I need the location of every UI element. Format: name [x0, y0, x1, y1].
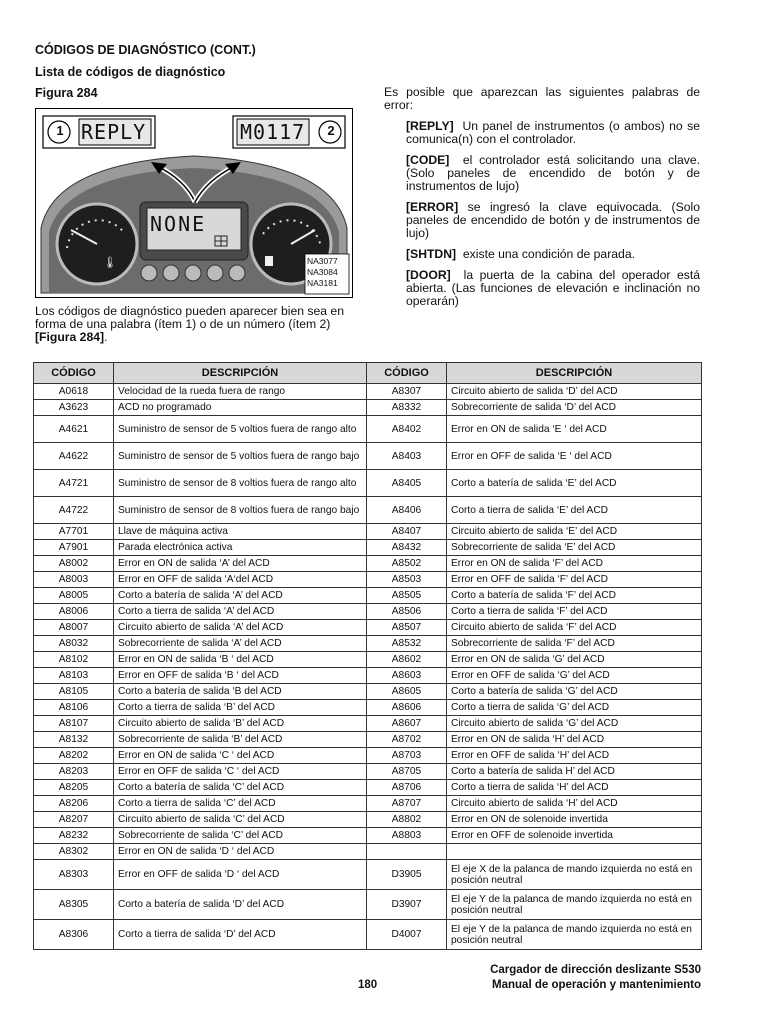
description-cell: Error en OFF de salida ‘B ‘ del ACD — [114, 668, 367, 684]
description-cell: Error en ON de salida ‘G’ del ACD — [447, 652, 702, 668]
code-cell: A8605 — [367, 684, 447, 700]
table-row — [34, 780, 702, 796]
code-cell: A8305 — [34, 890, 114, 920]
code-cell: A3623 — [34, 400, 114, 416]
table-row — [34, 684, 702, 700]
code-cell: A8507 — [367, 620, 447, 636]
description-cell: Suministro de sensor de 8 voltios fuera de rango bajo — [114, 497, 367, 524]
table-row — [34, 812, 702, 828]
code-cell: A8607 — [367, 716, 447, 732]
table-row — [34, 400, 702, 416]
footer-title: Cargador de dirección deslizante S530 — [490, 964, 701, 976]
code-cell: A8202 — [34, 748, 114, 764]
code-cell: A8203 — [34, 764, 114, 780]
code-cell: A8206 — [34, 796, 114, 812]
error-words-section — [384, 86, 700, 316]
description-cell: El eje X de la palanca de mando izquierda no está en posición neutral — [447, 860, 702, 890]
table-row — [34, 652, 702, 668]
code-cell: A8505 — [367, 588, 447, 604]
error-item-reply: [REPLY] Un panel de instrumentos (o ambos) no se comunica(n) con el controlador. — [406, 119, 700, 146]
error-item-door: [DOOR] la puerta de la cabina del operador está abierta. (Las funciones de elevación e inclinación no operarán) — [406, 268, 700, 308]
table-row — [34, 748, 702, 764]
description-cell: Corto a tierra de salida ‘E’ del ACD — [447, 497, 702, 524]
table-header-row — [34, 363, 702, 384]
description-cell: Error en ON de salida ‘A’ del ACD — [114, 556, 367, 572]
table-row — [34, 572, 702, 588]
code-cell: A8503 — [367, 572, 447, 588]
description-cell: Error en OFF de solenoide invertida — [447, 828, 702, 844]
table-row — [34, 844, 702, 860]
code-cell — [367, 844, 447, 860]
code-cell: A8207 — [34, 812, 114, 828]
description-cell: Circuito abierto de salida ‘C’ del ACD — [114, 812, 367, 828]
description-cell: Error en ON de salida ‘D ‘ del ACD — [114, 844, 367, 860]
code-cell: A8003 — [34, 572, 114, 588]
code-cell: A8205 — [34, 780, 114, 796]
description-cell: Error en OFF de salida ‘E ‘ del ACD — [447, 443, 702, 470]
table-row — [34, 588, 702, 604]
description-cell: Sobrecorriente de salida ‘E’ del ACD — [447, 540, 702, 556]
code-cell: A8405 — [367, 470, 447, 497]
code-cell: A8105 — [34, 684, 114, 700]
code-cell: D3905 — [367, 860, 447, 890]
code-cell: A4622 — [34, 443, 114, 470]
table-row — [34, 384, 702, 400]
code-cell: A8303 — [34, 860, 114, 890]
column-header-code: CÓDIGO — [367, 363, 447, 384]
description-cell: Sobrecorriente de salida ‘F’ del ACD — [447, 636, 702, 652]
description-cell: Error en OFF de salida ‘F’ del ACD — [447, 572, 702, 588]
error-words-intro: Es posible que aparezcan las siguientes palabras de error: — [384, 85, 700, 112]
code-cell: A8103 — [34, 668, 114, 684]
table-row — [34, 860, 702, 890]
code-cell: A8602 — [367, 652, 447, 668]
description-cell: Suministro de sensor de 8 voltios fuera de rango alto — [114, 470, 367, 497]
description-cell: Circuito abierto de salida ‘D’ del ACD — [447, 384, 702, 400]
description-cell: Error en ON de solenoide invertida — [447, 812, 702, 828]
table-row — [34, 470, 702, 497]
code-cell: A7701 — [34, 524, 114, 540]
description-cell: Error en ON de salida ‘H’ del ACD — [447, 732, 702, 748]
table-row — [34, 636, 702, 652]
description-cell: Error en OFF de salida ‘D ‘ del ACD — [114, 860, 367, 890]
code-cell: A8705 — [367, 764, 447, 780]
description-cell: Error en ON de salida ‘E ‘ del ACD — [447, 416, 702, 443]
description-cell: Corto a batería de salida ‘F’ del ACD — [447, 588, 702, 604]
code-cell: A8606 — [367, 700, 447, 716]
description-cell: Sobrecorriente de salida ‘D’ del ACD — [447, 400, 702, 416]
code-cell: A8132 — [34, 732, 114, 748]
svg-text:🌡: 🌡 — [103, 256, 117, 269]
footer-subtitle: Manual de operación y mantenimiento — [492, 979, 701, 991]
table-row — [34, 890, 702, 920]
table-row — [34, 700, 702, 716]
code-cell: A8232 — [34, 828, 114, 844]
table-row — [34, 620, 702, 636]
description-cell: Error en OFF de salida ‘A‘del ACD — [114, 572, 367, 588]
table-row — [34, 668, 702, 684]
code-cell: A8532 — [367, 636, 447, 652]
description-cell: Sobrecorriente de salida ‘C’ del ACD — [114, 828, 367, 844]
description-cell: Corto a batería de salida ‘D’ del ACD — [114, 890, 367, 920]
figure-reference: [Figura 284] — [35, 330, 105, 344]
code-cell: A8432 — [367, 540, 447, 556]
description-cell: Circuito abierto de salida ‘H’ del ACD — [447, 796, 702, 812]
table-row — [34, 443, 702, 470]
error-item-code: [CODE] el controlador está solicitando una clave. (Solo paneles de encendido de botón y de instrumentos de lujo) — [406, 153, 700, 193]
description-cell: Corto a batería de salida ‘B del ACD — [114, 684, 367, 700]
description-cell: Corto a tierra de salida ‘F’ del ACD — [447, 604, 702, 620]
code-cell: A8802 — [367, 812, 447, 828]
code-cell: A8007 — [34, 620, 114, 636]
table-row — [34, 716, 702, 732]
code-cell: D4007 — [367, 920, 447, 950]
table-row — [34, 732, 702, 748]
table-row — [34, 416, 702, 443]
code-cell: A4722 — [34, 497, 114, 524]
table-row — [34, 604, 702, 620]
description-cell: Error en OFF de salida ‘C ‘ del ACD — [114, 764, 367, 780]
error-item-shtdn: [SHTDN] existe una condición de parada. — [406, 247, 635, 261]
code-cell: A8707 — [367, 796, 447, 812]
description-cell: Suministro de sensor de 5 voltios fuera de rango bajo — [114, 443, 367, 470]
code-cell: A8603 — [367, 668, 447, 684]
description-cell: Corto a batería de salida ‘A’ del ACD — [114, 588, 367, 604]
code-cell: A8506 — [367, 604, 447, 620]
description-cell — [447, 844, 702, 860]
table-row — [34, 828, 702, 844]
description-cell: Suministro de sensor de 5 voltios fuera de rango alto — [114, 416, 367, 443]
description-cell: Corto a tierra de salida ‘C’ del ACD — [114, 796, 367, 812]
center-display: NONE — [150, 212, 207, 236]
description-cell: Parada electrónica activa — [114, 540, 367, 556]
code-cell: A4721 — [34, 470, 114, 497]
table-row — [34, 540, 702, 556]
description-cell: Error en OFF de salida ‘H’ del ACD — [447, 748, 702, 764]
section-subtitle: Lista de códigos de diagnóstico — [35, 65, 226, 79]
description-cell: El eje Y de la palanca de mando izquierda no está en posición neutral — [447, 890, 702, 920]
instrument-panel-figure — [35, 108, 353, 298]
description-cell: Velocidad de la rueda fuera de rango — [114, 384, 367, 400]
code-cell: A8032 — [34, 636, 114, 652]
figure-ref-codes: NA3077 NA3084 NA3181 — [307, 256, 338, 288]
description-cell: Circuito abierto de salida ‘E’ del ACD — [447, 524, 702, 540]
table-row — [34, 796, 702, 812]
code-cell: A8406 — [367, 497, 447, 524]
code-cell: A8006 — [34, 604, 114, 620]
code-cell: A8706 — [367, 780, 447, 796]
description-cell: Sobrecorriente de salida ‘A’ del ACD — [114, 636, 367, 652]
description-cell: Corto a batería de salida ‘E’ del ACD — [447, 470, 702, 497]
description-cell: Llave de máquina activa — [114, 524, 367, 540]
description-cell: Error en ON de salida ‘C ‘ del ACD — [114, 748, 367, 764]
description-cell: Circuito abierto de salida ‘G’ del ACD — [447, 716, 702, 732]
code-cell: A8703 — [367, 748, 447, 764]
description-cell: Error en ON de salida ‘B ‘ del ACD — [114, 652, 367, 668]
code-cell: A8403 — [367, 443, 447, 470]
description-cell: Error en ON de salida ‘F’ del ACD — [447, 556, 702, 572]
callout-2-display: M0117 — [240, 120, 306, 144]
diagnostic-codes-table — [33, 362, 702, 950]
table-body — [34, 384, 702, 950]
description-cell: Corto a batería de salida ‘G’ del ACD — [447, 684, 702, 700]
description-cell: Corto a tierra de salida ‘H’ del ACD — [447, 780, 702, 796]
figure-caption: Los códigos de diagnóstico pueden aparecer bien sea en forma de una palabra (ítem 1) o de un número (ítem 2) [Figura 284]. — [35, 304, 344, 344]
code-cell: A0618 — [34, 384, 114, 400]
description-cell: Corto a batería de salida ‘C’ del ACD — [114, 780, 367, 796]
column-header-description: DESCRIPCIÓN — [447, 363, 702, 384]
code-cell: A8803 — [367, 828, 447, 844]
description-cell: Sobrecorriente de salida ‘B’ del ACD — [114, 732, 367, 748]
column-header-description: DESCRIPCIÓN — [114, 363, 367, 384]
code-cell: D3907 — [367, 890, 447, 920]
code-cell: A8106 — [34, 700, 114, 716]
code-cell: A8402 — [367, 416, 447, 443]
code-cell: A8302 — [34, 844, 114, 860]
code-cell: A4621 — [34, 416, 114, 443]
code-cell: A8702 — [367, 732, 447, 748]
table-row — [34, 920, 702, 950]
description-cell: Circuito abierto de salida ‘A’ del ACD — [114, 620, 367, 636]
code-cell: A8307 — [367, 384, 447, 400]
callout-2-number: 2 — [327, 123, 335, 138]
description-cell: Error en OFF de salida ‘G’ del ACD — [447, 668, 702, 684]
code-cell: A7901 — [34, 540, 114, 556]
description-cell: Corto a batería de salida H’ del ACD — [447, 764, 702, 780]
table-row — [34, 524, 702, 540]
left-gauge — [57, 204, 137, 284]
description-cell: El eje Y de la palanca de mando izquierda no está en posición neutral — [447, 920, 702, 950]
page-number: 180 — [358, 979, 378, 991]
code-cell: A8005 — [34, 588, 114, 604]
description-cell: Corto a tierra de salida ‘G’ del ACD — [447, 700, 702, 716]
column-header-code: CÓDIGO — [34, 363, 114, 384]
description-cell: Corto a tierra de salida ‘D’ del ACD — [114, 920, 367, 950]
code-cell: A8107 — [34, 716, 114, 732]
description-cell: ACD no programado — [114, 400, 367, 416]
table-row — [34, 764, 702, 780]
page-title: CÓDIGOS DE DIAGNÓSTICO (CONT.) — [35, 43, 256, 57]
callout-1-number: 1 — [56, 123, 64, 138]
code-cell: A8102 — [34, 652, 114, 668]
code-cell: A8407 — [367, 524, 447, 540]
description-cell: Corto a tierra de salida ‘A’ del ACD — [114, 604, 367, 620]
table-row — [34, 556, 702, 572]
code-cell: A8502 — [367, 556, 447, 572]
callout-1-display: REPLY — [81, 120, 147, 144]
description-cell: Corto a tierra de salida ‘B’ del ACD — [114, 700, 367, 716]
code-cell: A8306 — [34, 920, 114, 950]
figure-label: Figura 284 — [35, 86, 98, 100]
description-cell: Circuito abierto de salida ‘F’ del ACD — [447, 620, 702, 636]
error-item-error: [ERROR] se ingresó la clave equivocada. (Solo paneles de encendido de botón y de instrumentos de lujo) — [406, 200, 700, 240]
code-cell: A8332 — [367, 400, 447, 416]
code-cell: A8002 — [34, 556, 114, 572]
table-row — [34, 497, 702, 524]
description-cell: Circuito abierto de salida ‘B’ del ACD — [114, 716, 367, 732]
